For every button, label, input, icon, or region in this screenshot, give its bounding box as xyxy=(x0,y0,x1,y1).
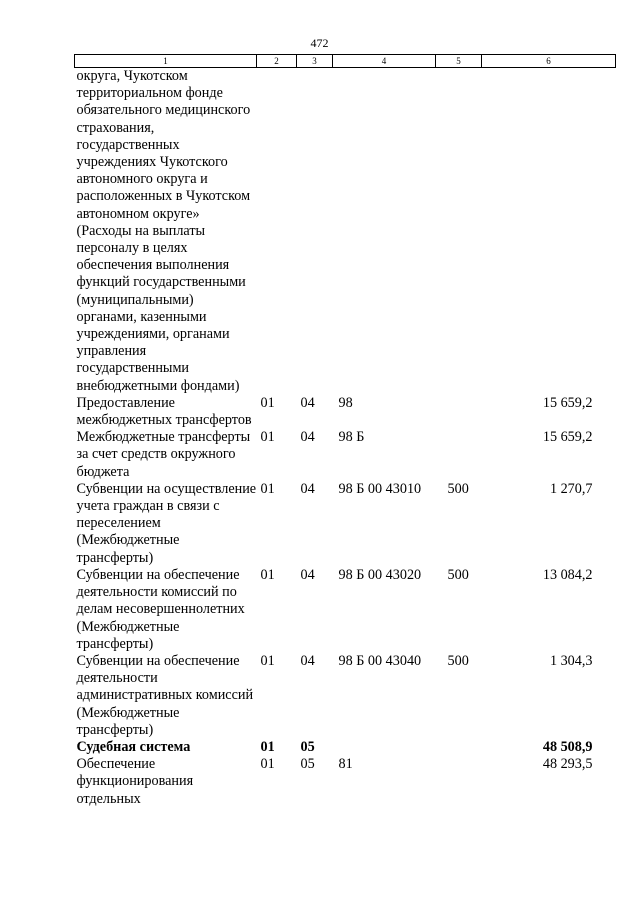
row-name: Предоставление межбюджетных трансфертов xyxy=(76,394,252,429)
column-header-expense-type: 5 xyxy=(436,55,482,68)
row-section: 01 xyxy=(260,480,275,497)
row-subsection: 05 xyxy=(300,756,315,773)
row-name: Судебная система xyxy=(76,738,191,755)
table-body xyxy=(75,68,616,808)
row-expense-type: 500 xyxy=(447,566,469,583)
column-header-section: 2 xyxy=(257,55,297,68)
column-header-amount: 6 xyxy=(482,55,616,68)
row-expense-type: 500 xyxy=(447,652,469,669)
row-section: 01 xyxy=(260,652,275,669)
row-expense-type xyxy=(436,395,482,429)
row-subsection: 04 xyxy=(300,429,315,446)
row-amount: 48 293,5 xyxy=(542,756,593,773)
row-expense-type: 500 xyxy=(447,480,469,497)
row-amount: 1 304,3 xyxy=(549,652,593,669)
table-row xyxy=(75,739,616,756)
table-row xyxy=(75,653,616,739)
row-subsection: 05 xyxy=(300,738,315,755)
row-name: Субвенции на обеспечение деятельности административных комиссий (Межбюджетные трансферты) xyxy=(76,652,254,738)
row-expense-type xyxy=(436,429,482,481)
row-amount: 13 084,2 xyxy=(542,566,593,583)
row-subsection xyxy=(297,68,333,395)
table-header xyxy=(75,55,616,68)
row-name: Субвенции на обеспечение деятельности комиссий по делам несовершеннолетних (Межбюджетные трансферты) xyxy=(76,566,245,652)
row-section: 01 xyxy=(260,429,275,446)
row-target-article: 98 xyxy=(338,394,353,411)
row-expense-type xyxy=(436,739,482,756)
row-name: Межбюджетные трансферты за счет средств окружного бюджета xyxy=(76,429,251,480)
row-amount: 48 508,9 xyxy=(542,738,593,755)
table-row xyxy=(75,481,616,567)
row-subsection: 04 xyxy=(300,652,315,669)
column-header-target-article: 4 xyxy=(333,55,436,68)
column-header-name: 1 xyxy=(75,55,257,68)
row-section: 01 xyxy=(260,756,275,773)
row-expense-type xyxy=(436,68,482,395)
row-section: 01 xyxy=(260,738,275,755)
row-subsection: 04 xyxy=(300,480,315,497)
row-target-article: 98 Б 00 43020 xyxy=(338,566,422,583)
row-target-article: 81 xyxy=(338,756,353,773)
row-name: Субвенции на осуществление учета граждан в связи с переселением (Межбюджетные трансферты) xyxy=(76,480,257,566)
row-target-article: 98 Б 00 43040 xyxy=(338,652,422,669)
row-subsection: 04 xyxy=(300,566,315,583)
table-row xyxy=(75,395,616,429)
row-amount: 15 659,2 xyxy=(542,429,593,446)
row-subsection: 04 xyxy=(300,394,315,411)
row-amount: 1 270,7 xyxy=(549,480,593,497)
table-row xyxy=(75,429,616,481)
row-section xyxy=(257,68,297,395)
column-header-subsection: 3 xyxy=(297,55,333,68)
row-name: Обеспечение функционирования отдельных xyxy=(76,756,194,807)
row-target-article xyxy=(333,739,436,756)
row-target-article xyxy=(333,68,436,395)
row-amount xyxy=(482,68,616,395)
row-section: 01 xyxy=(260,566,275,583)
row-expense-type xyxy=(436,756,482,808)
budget-table xyxy=(74,54,616,808)
page-number: 472 xyxy=(310,36,329,50)
row-amount: 15 659,2 xyxy=(542,394,593,411)
row-section: 01 xyxy=(260,394,275,411)
table-row xyxy=(75,756,616,808)
row-target-article: 98 Б xyxy=(338,429,365,446)
table-row xyxy=(75,68,616,395)
row-name: округа, Чукотском территориальном фонде обязательного медицинского страхования, государственных учреждениях Чукотского автономного округа и расположенных в Чукотском автономном округе» (Расходы на выплаты персоналу в целях обеспечения выполнения функций государственными (муниципальными) органами, казенными учреждениями, органами управления государственными внебюджетными фондами) xyxy=(76,68,251,394)
table-row xyxy=(75,567,616,653)
row-target-article: 98 Б 00 43010 xyxy=(338,480,422,497)
